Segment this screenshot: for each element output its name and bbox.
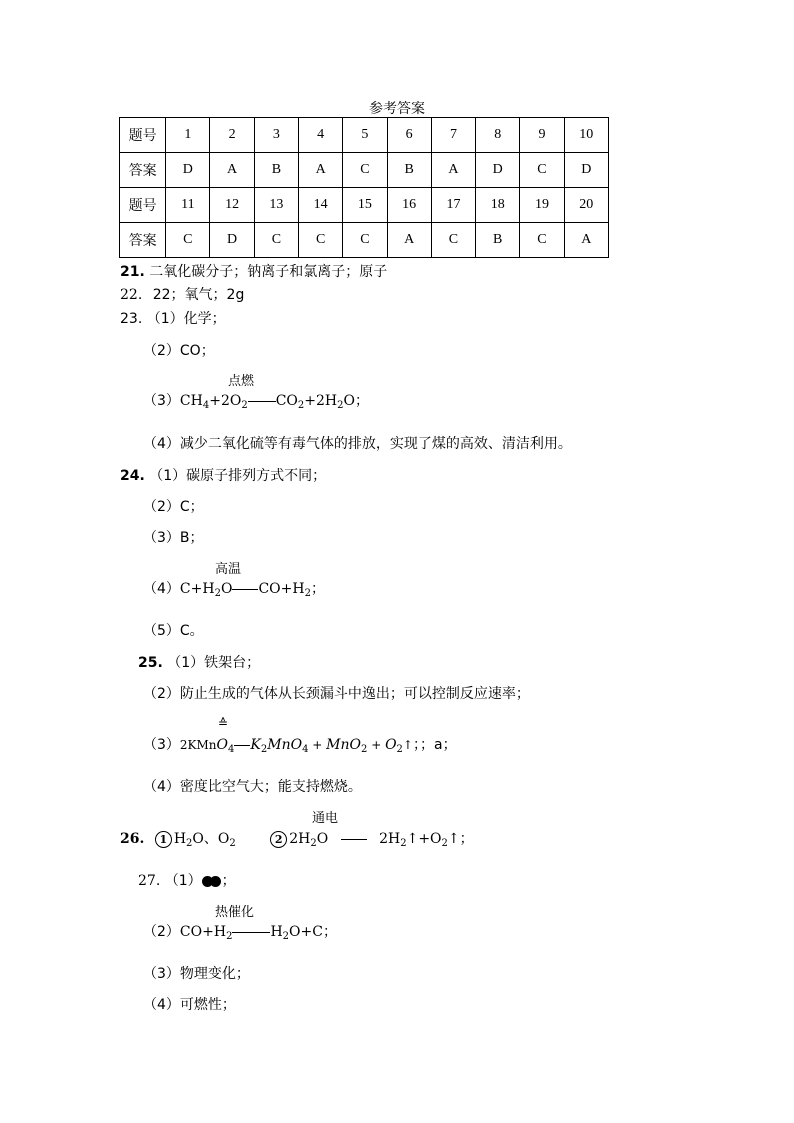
table-cell: 6 <box>387 118 431 153</box>
q26 <box>120 828 474 849</box>
q24-equation: $C+H_2O$ $CO+H_2$； <box>179 581 325 599</box>
q27-equation: $CO+H_2$ $H_2O+C$； <box>179 924 337 942</box>
q26-equation: $2H_2O$ $2H_2↑+O_2↑$； <box>289 831 474 849</box>
q23-equation: $CH_4+2O_2$ $CO_2+2H_2O$； <box>179 393 370 411</box>
table-cell: 13 <box>254 188 298 223</box>
q21-answer: 二氧化碳分子；钠离子和氯离子；原子 <box>149 264 388 280</box>
q25-part4: （4）密度比空气大；能支持燃烧。 <box>143 779 362 795</box>
table-cell: 18 <box>476 188 520 223</box>
q24-number: 24. <box>120 468 145 484</box>
table-cell: A <box>431 153 475 188</box>
q25-part3 <box>143 734 457 755</box>
table-cell: 15 <box>343 188 387 223</box>
table-cell: 20 <box>564 188 608 223</box>
page-title: 参考答案 <box>369 101 425 117</box>
table-row <box>120 118 609 153</box>
q26-circle-1: 1 <box>155 831 172 848</box>
table-cell: C <box>166 223 210 258</box>
q23-part2: （2）CO； <box>143 343 215 359</box>
oxygen-molecule-icon <box>202 875 218 891</box>
row-header: 答案 <box>120 223 166 258</box>
table-cell: A <box>387 223 431 258</box>
q24-part3: （3）B； <box>143 530 204 546</box>
table-cell: C <box>520 223 564 258</box>
table-cell: 1 <box>166 118 210 153</box>
q25-equation: 2KMnO$_4$ $K_2MnO_4 + MnO_2$ + $O_2↑$ <box>179 737 413 755</box>
q26-condition: 通电 <box>312 811 339 826</box>
q25-part2: （2）防止生成的气体从长颈漏斗中逸出；可以控制反应速率； <box>143 686 530 702</box>
q26-answer-1: $H_2O$、$O_2$ <box>173 831 236 849</box>
q24-part5: （5）C。 <box>143 623 204 639</box>
table-cell: C <box>520 153 564 188</box>
q25-part3-label: （3） <box>143 737 180 753</box>
q26-number: 26. <box>120 831 145 847</box>
table-cell: 3 <box>254 118 298 153</box>
row-header: 题号 <box>120 188 166 223</box>
table-cell: 8 <box>476 118 520 153</box>
q22 <box>120 284 244 304</box>
q24-condition: 高温 <box>215 562 242 577</box>
q23-part4: （4）减少二氧化硫等有毒气体的排放，实现了煤的高效、清洁利用。 <box>143 436 572 452</box>
table-cell: 14 <box>299 188 343 223</box>
q27-part2-label: （2） <box>143 924 180 940</box>
q24-line1 <box>120 465 326 485</box>
table-cell: 2 <box>210 118 254 153</box>
q22-number: 22. <box>120 287 143 303</box>
table-cell: 9 <box>520 118 564 153</box>
table-cell: 10 <box>564 118 608 153</box>
q25-part3-suffix: ；；a； <box>412 737 457 753</box>
q23-part3-label: （3） <box>143 393 180 409</box>
table-cell: C <box>254 223 298 258</box>
table-cell: C <box>343 153 387 188</box>
q27-number: 27. <box>138 873 161 889</box>
table-cell: B <box>254 153 298 188</box>
table-cell: 12 <box>210 188 254 223</box>
q24-part4 <box>143 578 325 599</box>
q21-number: 21. <box>120 264 145 280</box>
q25-number: 25. <box>138 655 163 671</box>
table-cell: A <box>564 223 608 258</box>
table-cell: D <box>476 153 520 188</box>
table-row <box>120 153 609 188</box>
answer-table <box>119 117 609 258</box>
row-header: 题号 <box>120 118 166 153</box>
table-cell: 19 <box>520 188 564 223</box>
q27-part2 <box>143 921 337 942</box>
table-cell: C <box>343 223 387 258</box>
q25-line1 <box>138 652 260 672</box>
table-cell: D <box>166 153 210 188</box>
table-cell: A <box>299 153 343 188</box>
table-cell: A <box>210 153 254 188</box>
table-cell: 4 <box>299 118 343 153</box>
table-cell: B <box>387 153 431 188</box>
table-cell: 5 <box>343 118 387 153</box>
q27-part3: （3）物理变化； <box>143 966 250 982</box>
q26-circle-2: 2 <box>270 831 287 848</box>
q21 <box>120 261 387 281</box>
q23-part1: （1）化学； <box>146 311 226 327</box>
q25-part1: （1）铁架台； <box>167 655 261 671</box>
table-cell: D <box>564 153 608 188</box>
q23-condition: 点燃 <box>228 374 255 389</box>
table-cell: B <box>476 223 520 258</box>
table-row <box>120 188 609 223</box>
table-cell: D <box>210 223 254 258</box>
q24-part4-label: （4） <box>143 581 180 597</box>
table-cell: 11 <box>166 188 210 223</box>
q23-line1 <box>120 308 226 328</box>
q27-part1: （1） <box>164 873 202 889</box>
q27-condition: 热催化 <box>215 905 255 920</box>
table-cell: 16 <box>387 188 431 223</box>
table-cell: C <box>431 223 475 258</box>
row-header: 答案 <box>120 153 166 188</box>
q24-part1: （1）碳原子排列方式不同； <box>149 468 327 484</box>
table-cell: 7 <box>431 118 475 153</box>
q25-condition: ≙ <box>218 716 229 730</box>
table-cell: C <box>299 223 343 258</box>
table-cell: 17 <box>431 188 475 223</box>
q23-number: 23. <box>120 311 143 327</box>
q24-part2: （2）C； <box>143 499 204 515</box>
q23-part3 <box>143 390 369 411</box>
q27-line1: 27. （1） ； <box>138 873 236 889</box>
q27-part4: （4）可燃性； <box>143 997 236 1013</box>
table-row <box>120 223 609 258</box>
q22-answer: 22；氧气；2g <box>152 287 245 303</box>
